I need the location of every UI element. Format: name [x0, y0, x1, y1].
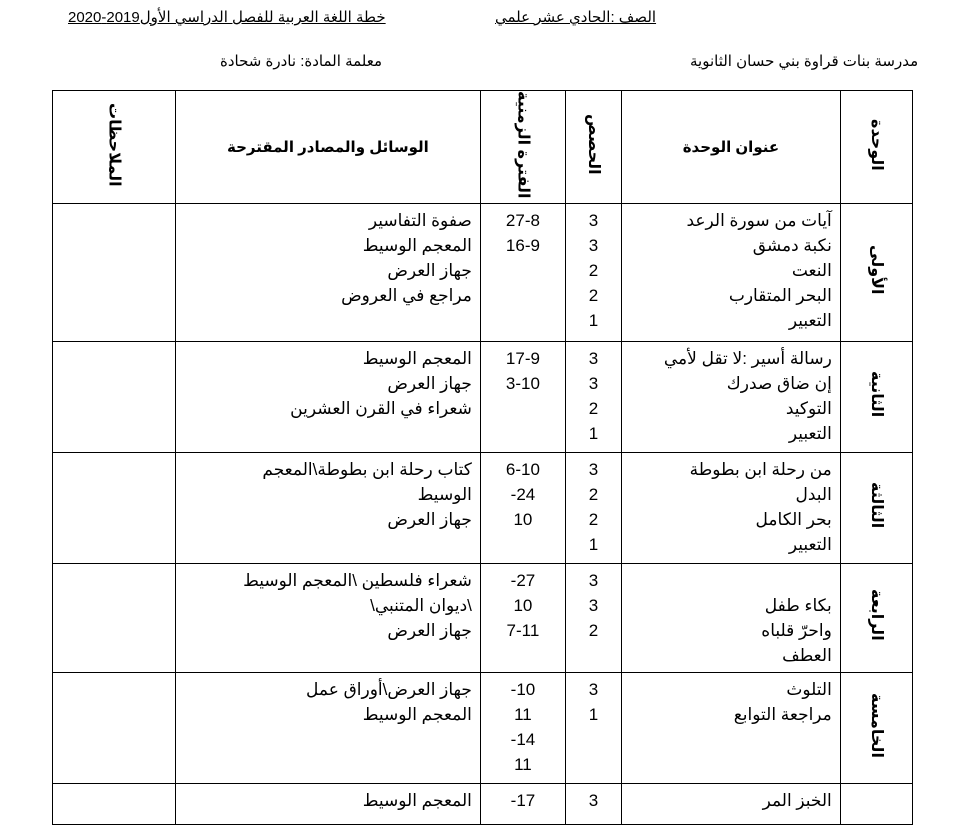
period-item: 3 [588, 235, 599, 255]
period-item: 2 [588, 260, 599, 280]
notes-cell [53, 783, 176, 824]
duration-item: 16-9 [505, 235, 540, 255]
resource-item: جهاز العرض [387, 620, 472, 640]
header-resources: الوسائل والمصادر المقترحة [175, 91, 480, 204]
resources-cell [175, 783, 480, 824]
title-item: إن ضاق صدرك [726, 373, 832, 393]
resource-item: جهاز العرض [387, 509, 472, 529]
duration-cell [480, 341, 565, 452]
title-cell [622, 672, 841, 783]
resource-item: شعراء فلسطين \المعجم الوسيط [243, 570, 472, 590]
period-item: 1 [588, 423, 599, 443]
resource-item: \ديوان المتنبي\ [370, 595, 472, 615]
unit-name: الأولى [867, 244, 885, 295]
unit-name: الخامسة [867, 692, 885, 758]
title-item: التعبير [788, 310, 832, 330]
resources-cell [175, 341, 480, 452]
title-item: البحر المتقارب [728, 285, 832, 305]
duration-item: 27- [510, 570, 536, 590]
title-cell [622, 563, 841, 672]
notes-cell [53, 452, 176, 563]
duration-cell [480, 563, 565, 672]
period-item: 3 [588, 570, 599, 590]
title-item: بكاء طفل [764, 595, 832, 615]
resource-item: شعراء في القرن العشرين [290, 398, 472, 418]
title-item: النعت [791, 260, 832, 280]
title-item: التلوث [786, 679, 832, 699]
period-item: 3 [588, 373, 599, 393]
title-item [630, 568, 832, 593]
duration-item: 6-10 [505, 459, 540, 479]
duration-item: 10 [513, 509, 533, 529]
title-item: الخبز المر [762, 790, 832, 810]
title-cell [622, 341, 841, 452]
title-item: نكبة دمشق [752, 235, 832, 255]
table-row [53, 203, 913, 341]
periods-cell [566, 341, 622, 452]
notes-cell [53, 341, 176, 452]
unit-cell [840, 563, 912, 672]
duration-cell [480, 672, 565, 783]
resource-item: المعجم الوسيط [362, 348, 472, 368]
periods-cell [566, 672, 622, 783]
unit-name: الثانية [867, 370, 885, 418]
unit-cell [840, 203, 912, 341]
title-cell [622, 203, 841, 341]
duration-item: 17- [510, 790, 536, 810]
teacher-line: معلمة المادة: نادرة شحادة [220, 53, 383, 70]
unit-name: الثالثة [867, 481, 885, 529]
duration-item: 10- [510, 679, 536, 699]
period-item: 2 [588, 285, 599, 305]
period-item: 3 [588, 595, 599, 615]
period-item: 2 [588, 620, 599, 640]
table-row [53, 452, 913, 563]
unit-name: الرابعة [867, 589, 885, 641]
title-cell [622, 452, 841, 563]
period-item: 3 [588, 348, 599, 368]
title-item: التعبير [788, 534, 832, 554]
title-item: البدل [795, 484, 832, 504]
notes-cell [53, 203, 176, 341]
period-item: 3 [588, 790, 599, 810]
notes-cell [53, 672, 176, 783]
period-item: 2 [588, 509, 599, 529]
title-item: التوكيد [785, 398, 832, 418]
resource-item: جهاز العرض\أوراق عمل [306, 679, 472, 699]
header-row [53, 91, 913, 204]
title-item: مراجعة التوابع [733, 704, 832, 724]
period-item: 3 [588, 679, 599, 699]
header-title: عنوان الوحدة [622, 91, 841, 204]
periods-cell [566, 783, 622, 824]
header-periods: الحصص [566, 91, 622, 204]
title-cell [622, 783, 841, 824]
duration-cell [480, 783, 565, 824]
resource-item: المعجم الوسيط [362, 790, 472, 810]
title-item: بحر الكامل [755, 509, 832, 529]
resource-item: المعجم الوسيط [362, 235, 472, 255]
duration-item: 11 [514, 704, 532, 724]
periods-cell [566, 203, 622, 341]
duration-cell [480, 452, 565, 563]
unit-cell [840, 452, 912, 563]
unit-cell [840, 783, 912, 824]
resource-item: الوسيط [417, 484, 472, 504]
periods-cell [566, 563, 622, 672]
duration-item: 24- [510, 484, 536, 504]
resource-item: صفوة التفاسير [368, 210, 472, 230]
duration-item: 7-11 [506, 620, 540, 640]
header-duration: الفترة الزمنية [480, 91, 565, 204]
duration-item: 17-9 [505, 348, 540, 368]
plan-title: خطة اللغة العربية للفصل الدراسي الأول2019-2020 [68, 9, 386, 26]
class-line: الصف :الحادي عشر علمي [495, 9, 657, 26]
table-row [53, 563, 913, 672]
table-row [53, 341, 913, 452]
resource-item: مراجع في العروض [341, 285, 472, 305]
resources-cell [175, 452, 480, 563]
resource-item: المعجم الوسيط [362, 704, 472, 724]
resource-item: كتاب رحلة ابن بطوطة\المعجم [262, 459, 472, 479]
header-unit: الوحدة [840, 91, 912, 204]
duration-item: 27-8 [505, 210, 540, 230]
school-line: مدرسة بنات قراوة بني حسان الثانوية [690, 53, 919, 70]
periods-cell [566, 452, 622, 563]
title-item: من رحلة ابن بطوطة [689, 459, 832, 479]
table-row [53, 672, 913, 783]
plan-table [52, 90, 913, 825]
unit-cell [840, 341, 912, 452]
period-item: 3 [588, 210, 599, 230]
period-item: 3 [588, 459, 599, 479]
resources-cell [175, 563, 480, 672]
resource-item: جهاز العرض [387, 260, 472, 280]
title-item: آيات من سورة الرعد [686, 210, 832, 230]
header-notes: الملاحظات [53, 91, 176, 204]
period-item: 1 [588, 534, 599, 554]
unit-cell [840, 672, 912, 783]
title-item: واحرّ قلباه [761, 620, 832, 640]
notes-cell [53, 563, 176, 672]
period-item: 1 [588, 704, 599, 724]
duration-item: 3-10 [505, 373, 540, 393]
title-item: رسالة أسير :لا تقل لأمي [663, 348, 832, 368]
duration-item: 14- [510, 729, 536, 749]
duration-item: 11 [514, 754, 532, 774]
title-item: العطف [782, 645, 832, 665]
period-item: 2 [588, 484, 599, 504]
period-item: 2 [588, 398, 599, 418]
duration-cell [480, 203, 565, 341]
unit-name [867, 803, 885, 807]
resources-cell [175, 672, 480, 783]
title-item: التعبير [788, 423, 832, 443]
resources-cell [175, 203, 480, 341]
resource-item: جهاز العرض [387, 373, 472, 393]
period-item: 1 [588, 310, 599, 330]
table-row [53, 783, 913, 824]
duration-item: 10 [513, 595, 533, 615]
